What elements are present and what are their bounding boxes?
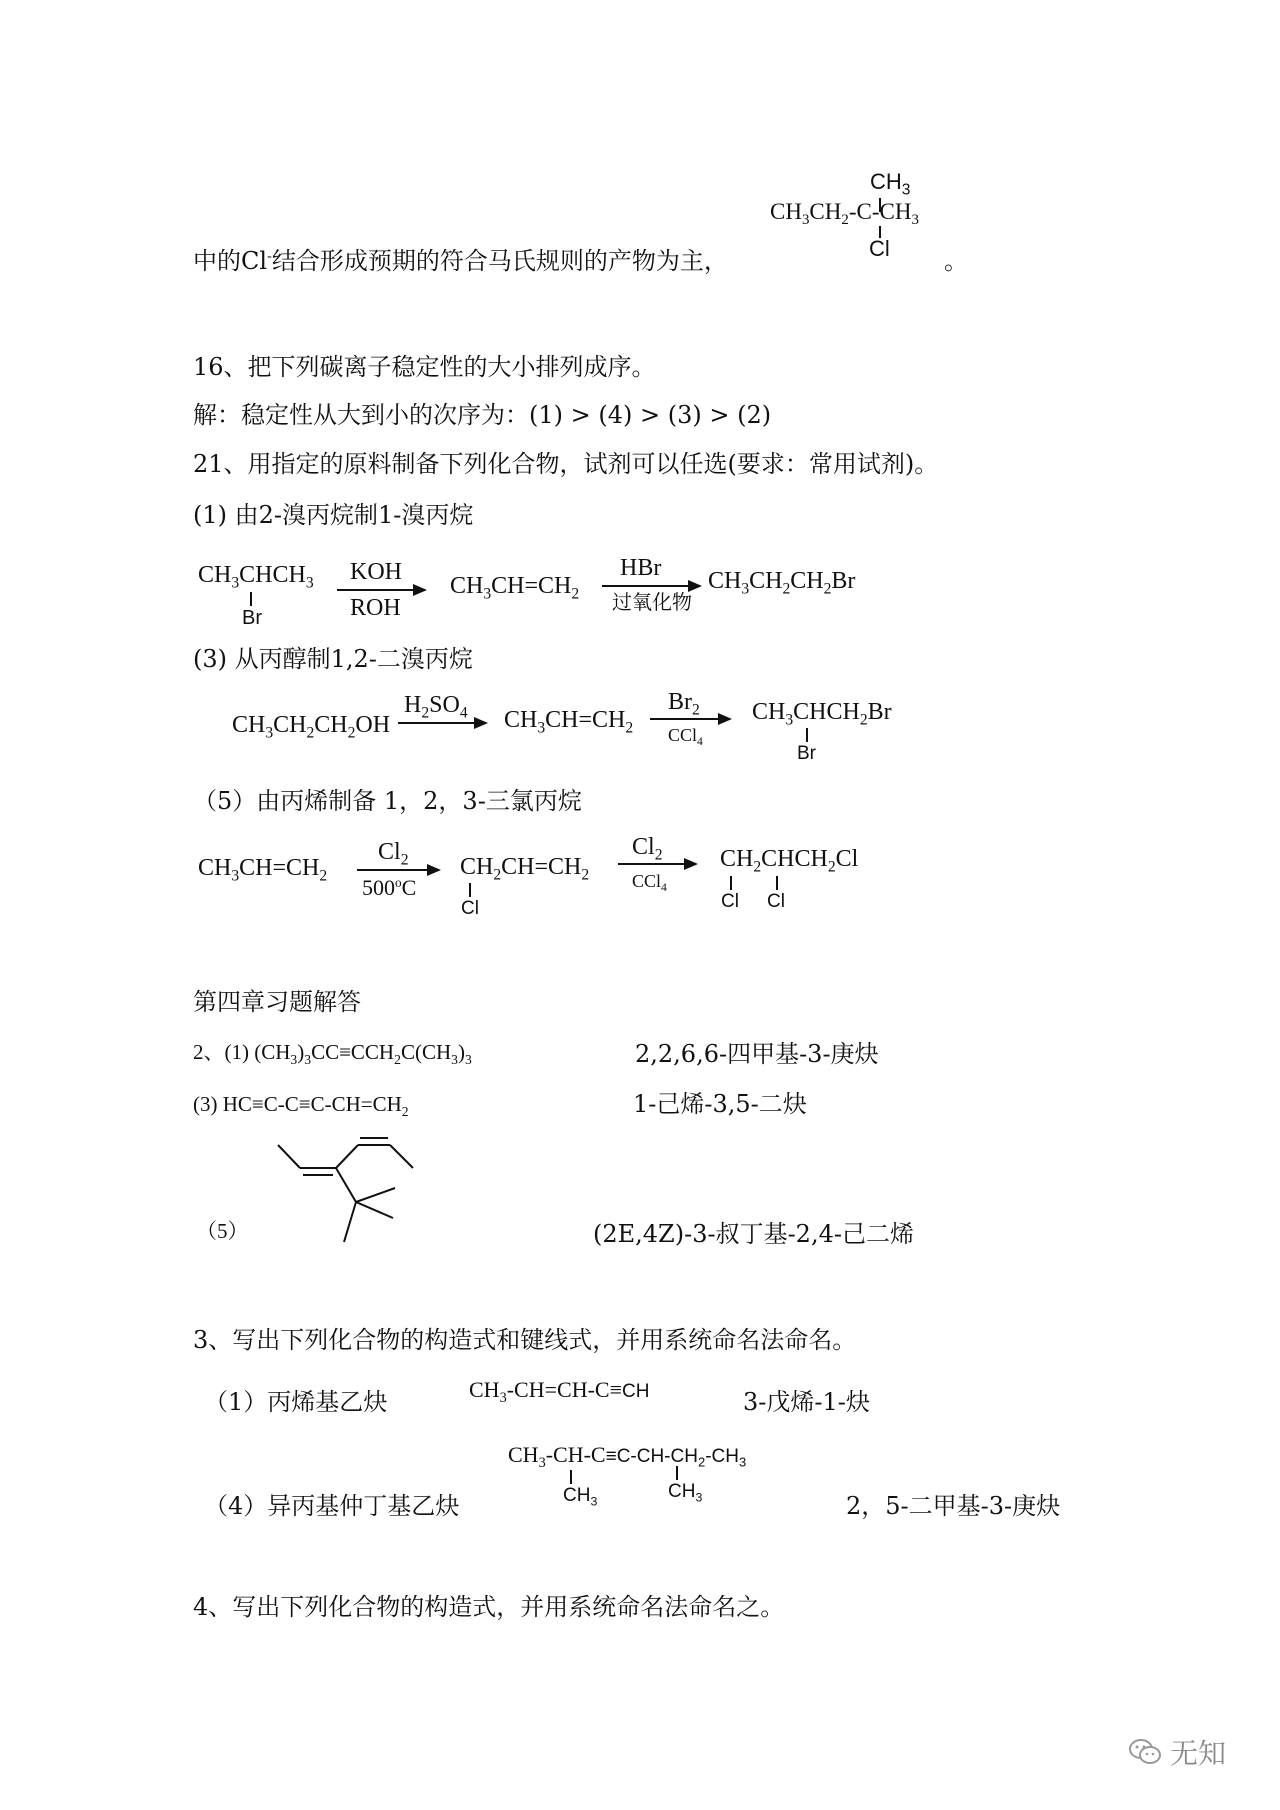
top-struct-p3: 2 — [841, 212, 849, 229]
ch4-q2-5-label: （5） — [196, 1219, 249, 1243]
ch4-q34-f4: 2 — [697, 1454, 706, 1470]
q21-p1-mid-b-sub: 2 — [571, 585, 580, 603]
ch4-q2-1-formula — [193, 1042, 472, 1066]
q21-p1-start-sub2: 3 — [305, 574, 314, 592]
q21-p1-mid-a: CH — [450, 573, 484, 599]
q21-p5-a1b-sup: o — [395, 875, 402, 890]
q21-p3-mid — [504, 708, 633, 736]
q21-p3-arrow2-bottom — [668, 726, 703, 748]
q21-p5-end-cl1: Cl — [721, 891, 739, 912]
q21-p1-end-c: CH — [790, 568, 824, 594]
q21-p3-e0: CH — [752, 699, 786, 725]
ch4-q34-f5: -CH — [705, 1446, 739, 1467]
q21-p5-m0: CH — [460, 854, 494, 880]
ch4-q31-f3: CH — [621, 1381, 650, 1402]
ch4-q21-f9: 3 — [464, 1051, 472, 1067]
bond-tbu-me2 — [356, 1202, 393, 1218]
q21-p5-arrow2-bottom — [632, 872, 667, 894]
q21-p3-a1-sub: 2 — [421, 704, 430, 722]
q21-p3-m2: CH=CH — [545, 707, 626, 733]
ch4-q34-b1: CH — [563, 1485, 591, 1506]
q21-p1-end-a-sub: 3 — [741, 580, 750, 598]
ch4-q21-f2: ) — [297, 1040, 305, 1064]
top-struct-p2: CH — [809, 199, 842, 224]
q21-p3-s2: CH — [273, 712, 307, 738]
ch4-q3-4-branch2 — [668, 1482, 702, 1504]
q21-p5-a1b-a: 500 — [362, 874, 395, 900]
bond-c5-c6 — [390, 1145, 413, 1168]
q21-p5-s1: 3 — [231, 867, 240, 885]
ch4-title: 第四章习题解答 — [193, 988, 361, 1016]
q21-p3-a2-sub: 2 — [692, 701, 700, 719]
q21-p3-label: (3) 从丙醇制1,2-二溴丙烷 — [193, 645, 473, 673]
ch4-q34-f0: CH — [508, 1442, 539, 1467]
q21-p5-m2: CH=CH — [501, 854, 582, 880]
top-struct-main — [770, 200, 919, 228]
q21-p5-a2-sub: 2 — [654, 846, 663, 864]
q21-p1-arrow1-bottom: ROH — [350, 595, 401, 621]
top-text-b: 结合形成预期的符合马氏规则的产物为主， — [271, 247, 728, 275]
top-struct-methyl-sub: 3 — [901, 181, 911, 199]
q21-p1-end-b: CH — [749, 568, 783, 594]
q21-p5-a2b-sub: 4 — [661, 881, 667, 895]
ch4-q3-4-label: （4）异丙基仲丁基乙炔 — [204, 1492, 460, 1520]
q21-p1-start-br: Br — [242, 607, 262, 629]
bond-c1-c2 — [278, 1145, 300, 1168]
q21-p3-s1: 3 — [265, 724, 274, 742]
ch4-q2-1-name: 2,2,6,6-四甲基-3-庚炔 — [635, 1040, 879, 1068]
q21-p3-a2b-a: CCl — [668, 725, 698, 745]
q21-p1-start — [198, 563, 314, 591]
q21-p5-e2: CHCH — [761, 846, 828, 872]
ch4-q2-3-name: 1-己烯-3,5-二炔 — [633, 1090, 807, 1118]
q21-p5-arrow2-top — [632, 835, 662, 863]
q21-p1-arrow1-top: KOH — [350, 559, 402, 585]
q21-p1-end-a: CH — [708, 568, 742, 594]
ch4-q21-f6: C(CH — [400, 1040, 452, 1064]
ch4-q34-f3: ≡C-CH-CH — [605, 1446, 698, 1467]
q21-p1-end-c-sub: 2 — [823, 580, 832, 598]
q21-p5-end-bond2 — [776, 876, 778, 890]
q21-p5-e3: 2 — [827, 858, 836, 876]
q21-p3-s3: 2 — [306, 724, 315, 742]
q21-p1-mid-b: CH=CH — [491, 573, 572, 599]
ch4-q23-f0: (3) HC≡C-C≡C-CH=CH — [193, 1092, 402, 1116]
q21-p5-end-cl2: Cl — [767, 891, 785, 912]
top-period: 。 — [944, 247, 968, 275]
ch4-q3-1-label: （1）丙烯基乙炔 — [204, 1388, 388, 1416]
q21-p5-e1: 2 — [753, 858, 762, 876]
q21-p1-arrow1 — [337, 589, 425, 591]
q21-p3-m1: 3 — [537, 719, 546, 737]
q21-p1-label: (1) 由2-溴丙烷制1-溴丙烷 — [193, 501, 474, 529]
q21-p3-arrow1 — [398, 722, 486, 724]
q21-p1-arrow2 — [602, 585, 700, 587]
top-text-a: 中的Cl — [193, 247, 268, 275]
watermark-text: 无知 — [1170, 1737, 1227, 1770]
q21-p5-a1-a: Cl — [378, 839, 401, 865]
q21-p3-arrow2-top — [668, 690, 700, 718]
ch4-q21-f1: 3 — [290, 1051, 298, 1067]
q21-p5-s3: 2 — [319, 867, 328, 885]
q21-p5-s0: CH — [198, 855, 232, 881]
q21-p1-end-d: Br — [831, 568, 856, 594]
ch4-q3-4-formula — [508, 1444, 746, 1470]
ch4-q21-f5: 2 — [394, 1051, 401, 1067]
q21-p5-end — [720, 847, 858, 875]
q21-p3-e4: Br — [867, 699, 892, 725]
q21-p3-a1-sub2: 4 — [459, 704, 468, 722]
q21-p1-start-bond — [250, 592, 252, 606]
q21-p1-arrow2-bottom: 过氧化物 — [612, 590, 692, 614]
q21-p3-a2-a: Br — [668, 689, 692, 715]
ch4-q23-f1: 2 — [401, 1103, 409, 1119]
q21-p3-e3: 2 — [859, 711, 868, 729]
q21-p3-m0: CH — [504, 707, 538, 733]
top-sentence — [193, 249, 728, 273]
q21-p3-m3: 2 — [625, 719, 634, 737]
top-struct-methyl — [870, 170, 910, 198]
ch4-q31-f0: CH — [469, 1377, 500, 1402]
q21-p3-s5: 2 — [347, 724, 356, 742]
q21-p5-arrow1-bottom — [362, 876, 416, 899]
ch4-q3-title: 3、写出下列化合物的构造式和键线式，并用系统命名法命名。 — [193, 1326, 857, 1354]
ch4-q34-b2: CH — [668, 1481, 696, 1502]
ch4-q3-4-bond1 — [570, 1470, 572, 1484]
q21-p5-label: （5）由丙烯制备 1，2，3-三氯丙烷 — [193, 787, 582, 815]
q21-p3-arrow1-top — [404, 693, 468, 721]
top-struct-p0: CH — [770, 199, 802, 224]
q21-p3-end-br: Br — [797, 743, 816, 764]
ch4-q21-f0: 2、(1) (CH — [193, 1040, 291, 1064]
ch4-q3-4-bond2 — [676, 1466, 678, 1480]
q21-p3-s4: CH — [314, 712, 348, 738]
q21-p5-mid-bond — [469, 883, 471, 897]
q21-p1-start-b: CHCH — [239, 562, 306, 588]
ch4-q31-f2: -CH=CH-C≡ — [506, 1377, 622, 1402]
q21-p5-a1-sub: 2 — [400, 851, 409, 869]
top-struct-cl: Cl — [869, 236, 890, 261]
ch4-q31-f1: 3 — [499, 1390, 507, 1406]
q21-p3-end — [752, 700, 892, 728]
q21-p1-start-a: CH — [198, 562, 232, 588]
q21-p5-mid — [460, 855, 589, 883]
top-struct-p5: 3 — [911, 212, 919, 229]
bond-c3-c4 — [336, 1145, 358, 1168]
ch4-q3-1-name: 3-戊烯-1-炔 — [743, 1388, 870, 1416]
ch4-q4-title: 4、写出下列化合物的构造式，并用系统命名法命名之。 — [193, 1593, 785, 1621]
q21-p3-start — [232, 713, 390, 741]
q21-p1-mid — [450, 574, 579, 602]
q21-p3-a1-a: H — [404, 692, 422, 718]
top-struct-methyl-ch: CH — [870, 169, 902, 194]
q21-p3-e1: 3 — [785, 711, 794, 729]
bond-c3-tbu — [336, 1168, 356, 1202]
ch4-q21-f3: 3 — [304, 1051, 312, 1067]
ch4-q2-5-name: (2E,4Z)-3-叔丁基-2,4-己二烯 — [593, 1220, 914, 1248]
q21-p1-end-b-sub: 2 — [782, 580, 791, 598]
ch4-q3-4-branch1 — [563, 1486, 597, 1508]
q21-p5-m1: 2 — [493, 866, 502, 884]
q16-answer: 解：稳定性从大到小的次序为：(1) > (4) > (3) > (2) — [193, 401, 772, 429]
q21-p1-start-sub: 3 — [231, 574, 240, 592]
q21-p1-mid-a-sub: 3 — [483, 585, 492, 603]
q21-p5-arrow1 — [357, 869, 439, 871]
q21-p5-a2b-a: CCl — [632, 871, 662, 891]
ch4-q34-f2: -CH-C — [545, 1442, 606, 1467]
q21-p3-arrow2 — [650, 718, 730, 720]
top-struct-p4: -C-CH — [848, 199, 912, 224]
q21-p1-arrow2-top: HBr — [620, 555, 662, 581]
q21-p5-a1b-b: C — [401, 874, 417, 900]
q21-p5-e0: CH — [720, 846, 754, 872]
q21-p3-e2: CHCH — [793, 699, 860, 725]
bond-tbu-me3 — [344, 1202, 356, 1242]
ch4-q34-f1: 3 — [538, 1455, 546, 1471]
ch4-q21-f4: CC≡CCH — [311, 1040, 395, 1064]
q21-p5-arrow1-top — [378, 840, 408, 868]
ch4-q3-4-name: 2，5-二甲基-3-庚炔 — [846, 1492, 1061, 1520]
ch4-q2-5-skeletal-structure — [260, 1130, 430, 1260]
ch4-q34-f6: 3 — [738, 1454, 747, 1470]
ch4-q34-b1-sub: 3 — [590, 1494, 598, 1509]
q21-p3-a1-b: SO — [429, 692, 460, 718]
ch4-q3-1-formula — [469, 1379, 649, 1405]
q21-p3-s6: OH — [355, 712, 391, 738]
bond-tbu-me1 — [356, 1188, 395, 1202]
q21-p1-end — [708, 569, 855, 597]
q21-p5-s2: CH=CH — [239, 855, 320, 881]
ch4-q21-f8: ) — [457, 1040, 465, 1064]
q21-p5-m3: 2 — [581, 866, 590, 884]
ch4-q21-f7: 3 — [451, 1051, 458, 1067]
watermark — [1128, 1732, 1226, 1772]
q21-p5-a2-a: Cl — [632, 834, 655, 860]
wechat-logo-icon — [1128, 1737, 1162, 1767]
q21-p3-a2b-sub: 4 — [697, 735, 703, 749]
top-struct-p1: 3 — [801, 212, 810, 229]
q21-p5-start — [198, 856, 327, 884]
q21-p3-end-bond — [806, 728, 808, 742]
q21-p5-arrow2 — [618, 863, 696, 865]
top-text-sup: - — [267, 248, 272, 265]
q21-p5-mid-cl: Cl — [461, 898, 479, 919]
ch4-q2-3-formula — [193, 1094, 409, 1118]
q21-p3-s0: CH — [232, 712, 266, 738]
q21-p5-e4: Cl — [835, 846, 859, 872]
q16-title: 16、把下列碳离子稳定性的大小排列成序。 — [193, 353, 656, 381]
q21-title: 21、用指定的原料制备下列化合物，试剂可以任选(要求：常用试剂)。 — [193, 450, 939, 478]
q21-p5-end-bond1 — [730, 876, 732, 890]
ch4-q34-b2-sub: 3 — [695, 1490, 703, 1505]
